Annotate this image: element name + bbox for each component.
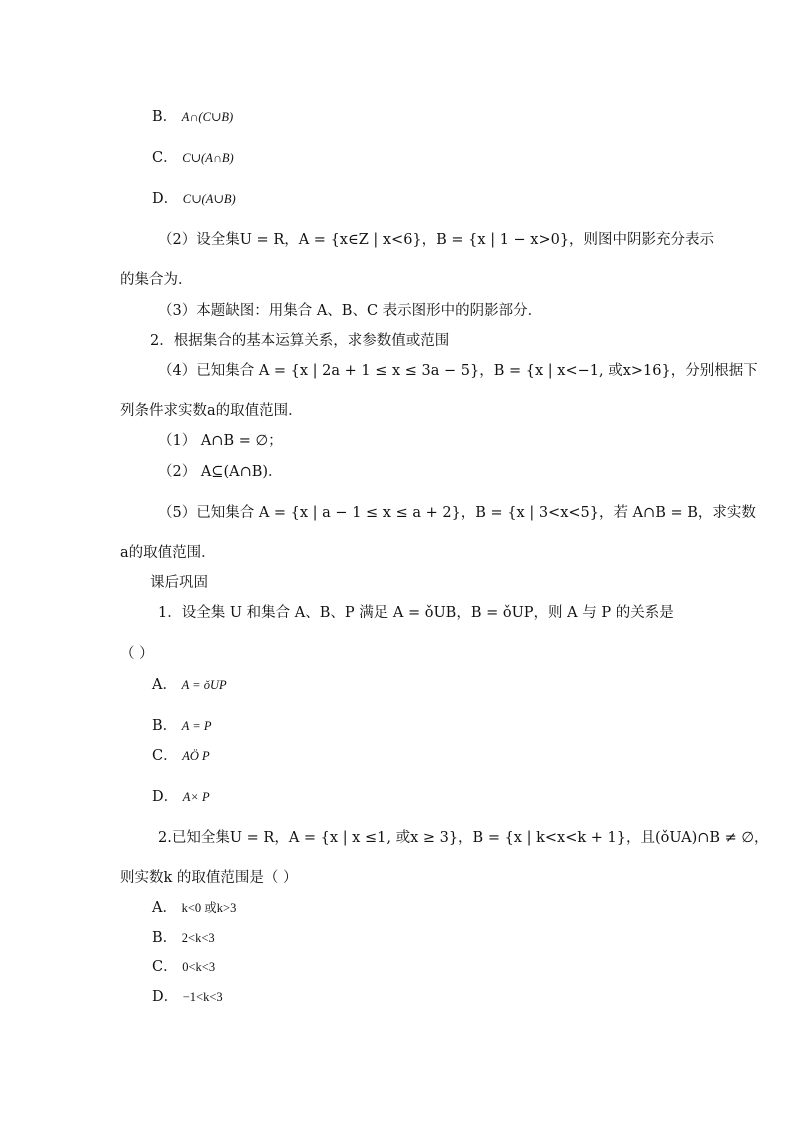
review-2-option-d: D． −1<k<3	[152, 989, 223, 1005]
review-question-2-line-1: 2.已知全集U = R，A = {x | x ≤1, 或x ≥ 3}，B = {x | k<x<k + 1}，且(ǒUA)∩B ≠ ∅，	[158, 830, 769, 846]
review-1-option-a: A． A = ǒUP	[152, 677, 227, 693]
question-4-line-2: 列条件求实数a的取值范围．	[120, 403, 303, 419]
option-c-line: C． C∪(A∩B)	[152, 150, 234, 166]
option-b-line: B． A∩(C∪B)	[152, 109, 234, 125]
question-2-line-1: （2）设全集U = R，A = {x∈Z | x<6}，B = {x | 1 − x>0}，则图中阴影充分表示	[158, 232, 715, 248]
review-2-option-a: A． k<0 或k>3	[152, 900, 237, 916]
review-2-option-c: C． 0<k<3	[152, 959, 216, 975]
section-2-heading: 2．根据集合的基本运算关系，求参数值或范围	[150, 333, 450, 349]
question-5-line-2: a的取值范围．	[120, 545, 216, 561]
question-5-line-1: （5）已知集合 A = {x | a − 1 ≤ x ≤ a + 2}，B = {x | 3<x<5}，若 A∩B = B，求实数	[158, 505, 756, 521]
question-4-condition-1: （1） A∩B = ∅；	[158, 433, 283, 449]
review-1-option-c: C． AÖ P	[152, 748, 210, 764]
question-4-line-1: （4）已知集合 A = {x | 2a + 1 ≤ x ≤ 3a − 5}，B = {x | x<−1, 或x>16}，分别根据下	[158, 363, 758, 379]
question-3-line: （3）本题缺图：用集合 A、B、C 表示图形中的阴影部分．	[158, 303, 543, 319]
section-heading-review: 课后巩固	[150, 575, 208, 591]
question-4-condition-2: （2） A⊆(A∩B)．	[158, 464, 283, 480]
review-question-1-blank: （ ）	[120, 646, 154, 662]
review-question-2-line-2: 则实数k 的取值范围是（ ）	[120, 870, 298, 886]
review-1-option-d: D． A× P	[152, 789, 210, 805]
review-1-option-b: B． A = P	[152, 718, 212, 734]
option-d-line: D． C∪(A∪B)	[152, 191, 236, 207]
review-2-option-b: B． 2<k<3	[152, 930, 215, 946]
question-2-line-2: 的集合为．	[120, 272, 193, 288]
review-question-1-line-1: 1．设全集 U 和集合 A、B、P 满足 A = ǒUB，B = ǒUP，则 A 与 P 的关系是	[158, 605, 674, 621]
